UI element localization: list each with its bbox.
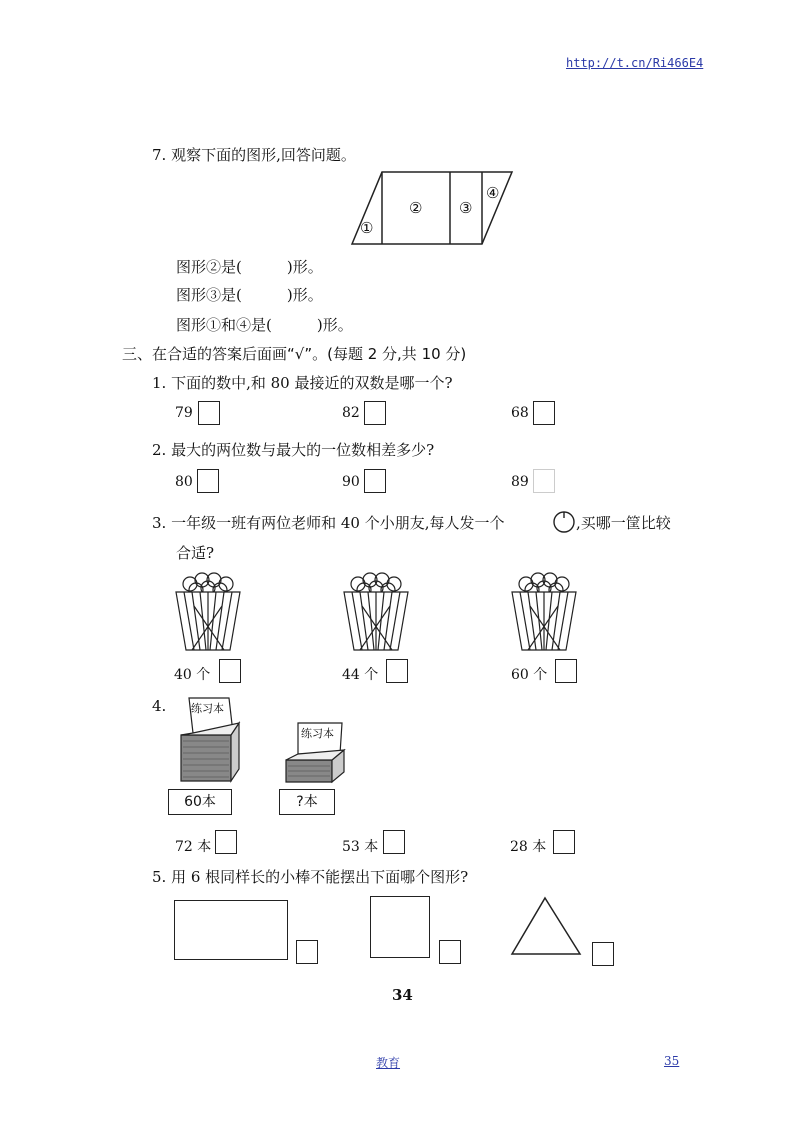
page-number: 34 xyxy=(392,986,413,1004)
footer-link-education[interactable]: 教育 xyxy=(376,1056,401,1070)
q7-line-shape14: 图形①和④是( )形。 xyxy=(176,316,353,334)
q5-rectangle-shape xyxy=(174,900,288,960)
notebook-cover-label-small: 练习本 xyxy=(301,727,334,740)
q5-answer-box-a[interactable] xyxy=(296,940,318,964)
q7-figure xyxy=(0,0,800,260)
q4-option-c: 28 本 xyxy=(510,839,547,855)
q3-stem-line1: 3. 一年级一班有两位老师和 40 个小朋友,每人发一个 xyxy=(152,514,505,532)
q5-square-shape xyxy=(370,896,430,958)
q3-stem-line2: 合适? xyxy=(176,544,215,562)
q2-option-a: 80 xyxy=(175,474,193,490)
q7-line-shape2: 图形②是( )形。 xyxy=(176,258,323,276)
header-url-link[interactable]: http://t.cn/Ri466E4 xyxy=(566,56,704,70)
footer-page-link[interactable]: 35 xyxy=(664,1054,680,1068)
q4-answer-box-c[interactable] xyxy=(553,830,575,854)
q2-answer-box-a[interactable] xyxy=(197,469,219,493)
q3-option-a: 40 个 xyxy=(174,667,211,683)
q2-answer-box-b[interactable] xyxy=(364,469,386,493)
q7-label-2: ② xyxy=(409,199,423,217)
q3-option-b: 44 个 xyxy=(342,667,379,683)
q5-answer-box-b[interactable] xyxy=(439,940,461,964)
q1-answer-box-c[interactable] xyxy=(533,401,555,425)
q1-option-a: 79 xyxy=(175,405,193,421)
q5-stem: 5. 用 6 根同样长的小棒不能摆出下面哪个图形? xyxy=(152,868,469,886)
q2-answer-box-c[interactable] xyxy=(533,469,555,493)
q3-stem-line1b: ,买哪一筐比较 xyxy=(576,514,671,532)
section3-heading: 三、在合适的答案后面画“√”。(每题 2 分,共 10 分) xyxy=(122,345,467,363)
q3-option-c: 60 个 xyxy=(511,667,548,683)
notebook-cover-label-large: 练习本 xyxy=(191,702,224,715)
q3-answer-box-a[interactable] xyxy=(219,659,241,683)
q7-stem: 7. 观察下面的图形,回答问题。 xyxy=(152,146,356,164)
q1-option-c: 68 xyxy=(511,405,529,421)
q7-line-shape3: 图形③是( )形。 xyxy=(176,286,323,304)
stack-count-label-60: 60本 xyxy=(168,789,232,815)
q7-label-3: ③ xyxy=(459,199,473,217)
basket-icon-c xyxy=(504,566,584,656)
q4-option-a: 72 本 xyxy=(175,839,212,855)
q3-answer-box-b[interactable] xyxy=(386,659,408,683)
q7-label-1: ① xyxy=(360,219,374,237)
q3-answer-box-c[interactable] xyxy=(555,659,577,683)
q4-answer-box-b[interactable] xyxy=(383,830,405,854)
basket-icon-a xyxy=(168,566,248,656)
q5-answer-box-c[interactable] xyxy=(592,942,614,966)
q7-parallelogram-outline xyxy=(352,172,512,244)
q1-stem: 1. 下面的数中,和 80 最接近的双数是哪一个? xyxy=(152,374,453,392)
q4-number: 4. xyxy=(152,697,167,715)
apple-icon xyxy=(552,509,576,533)
q1-option-b: 82 xyxy=(342,405,360,421)
stack-count-label-unknown: ?本 xyxy=(279,789,335,815)
q2-option-c: 89 xyxy=(511,474,529,490)
q1-answer-box-a[interactable] xyxy=(198,401,220,425)
q7-label-4: ④ xyxy=(486,184,500,202)
q1-answer-box-b[interactable] xyxy=(364,401,386,425)
q4-answer-box-a[interactable] xyxy=(215,830,237,854)
basket-icon-b xyxy=(336,566,416,656)
q2-option-b: 90 xyxy=(342,474,360,490)
q4-option-b: 53 本 xyxy=(342,839,379,855)
q5-triangle-shape xyxy=(510,894,590,964)
q2-stem: 2. 最大的两位数与最大的一位数相差多少? xyxy=(152,441,435,459)
